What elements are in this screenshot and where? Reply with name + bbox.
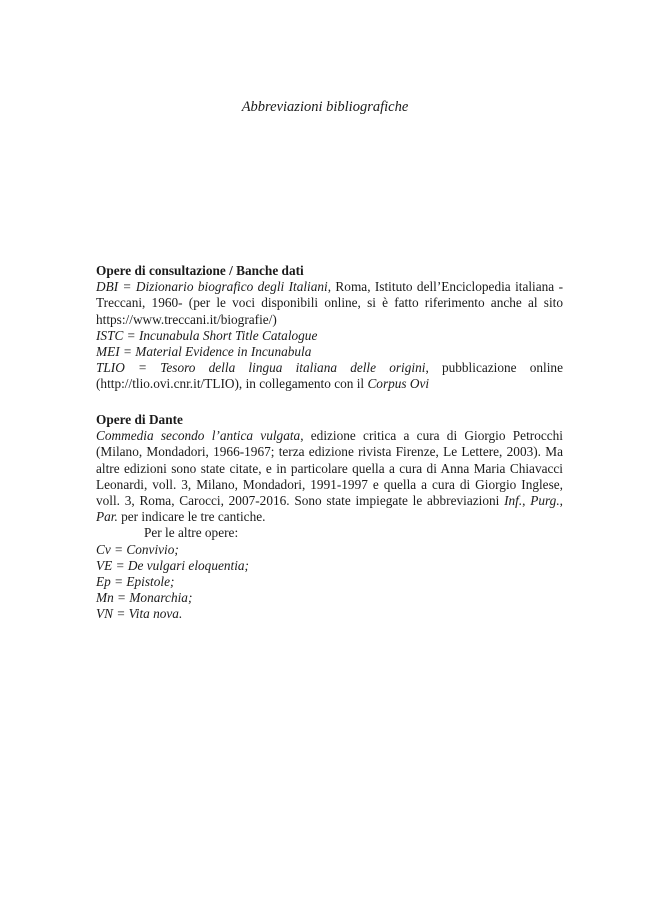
section-opere-dante <box>96 412 563 623</box>
work-abbr: VN = Vita nova. <box>96 606 183 622</box>
list-item <box>96 542 563 558</box>
list-item <box>96 606 563 622</box>
entry-istc <box>96 328 563 344</box>
work-abbr: Mn = Monarchia; <box>96 590 193 606</box>
section-consultazione <box>96 263 563 393</box>
separator: , <box>522 493 531 509</box>
entry-tail: Corpus Ovi <box>367 376 430 392</box>
entry-dbi <box>96 279 563 328</box>
abbr-inf: Inf. <box>504 493 523 509</box>
abbr-par: Par. <box>96 509 118 525</box>
entry-text: , Roma, Istituto dell’Enciclopedia italiana - Treccani, 1960- (per le voci disponibili online, si è fatto riferimento anche al sito https://www.treccani.it/biografie/) <box>96 279 563 327</box>
entry-mei <box>96 344 563 360</box>
commedia-title: Commedia secondo l’antica vulgata <box>96 428 301 444</box>
list-item <box>96 558 563 574</box>
work-abbr: Ep = Epistole; <box>96 574 175 590</box>
list-item <box>96 574 563 590</box>
page-title: Abbreviazioni bibliografiche <box>241 99 409 115</box>
entry-abbr: ISTC = Incunabula Short Title Catalogue <box>96 327 318 343</box>
section-heading: Opere di consultazione / Banche dati <box>96 263 304 278</box>
entry-abbr: DBI = Dizionario biografico degli Italiani <box>96 279 328 295</box>
entry-commedia <box>96 428 563 525</box>
work-abbr: Cv = Convivio; <box>96 541 179 557</box>
other-works-intro: Per le altre opere: <box>144 525 239 541</box>
entry-tlio <box>96 360 563 392</box>
entry-text: , pubblicazione online (http://tlio.ovi.cnr.it/TLIO), in collegamento con il <box>96 360 563 392</box>
commedia-text: per indicare le tre cantiche. <box>117 509 266 525</box>
work-abbr: VE = De vulgari eloquentia; <box>96 557 249 573</box>
commedia-text: , edizione critica a cura di Giorgio Petrocchi (Milano, Mondadori, 1966-1967; terza edizione rivista Firenze, Le Lettere, 2003). Ma altre edizioni sono state citate, e in particolare quella a cura di Anna Maria Chiavacci Leonardi, voll. 3, Milano, Mondadori, 1991-1997 e quella a cura di Giorgio Inglese, voll. 3, Roma, Carocci, 2007-2016. Sono state impiegate le abbreviazioni <box>96 428 563 509</box>
abbr-purg: Purg. <box>530 493 560 509</box>
entry-abbr: MEI = Material Evidence in Incunabula <box>96 344 312 360</box>
separator: , <box>559 493 563 509</box>
list-item <box>96 590 563 606</box>
entry-abbr: TLIO = Tesoro della lingua italiana delle origini <box>96 360 426 376</box>
section-heading: Opere di Dante <box>96 412 183 427</box>
